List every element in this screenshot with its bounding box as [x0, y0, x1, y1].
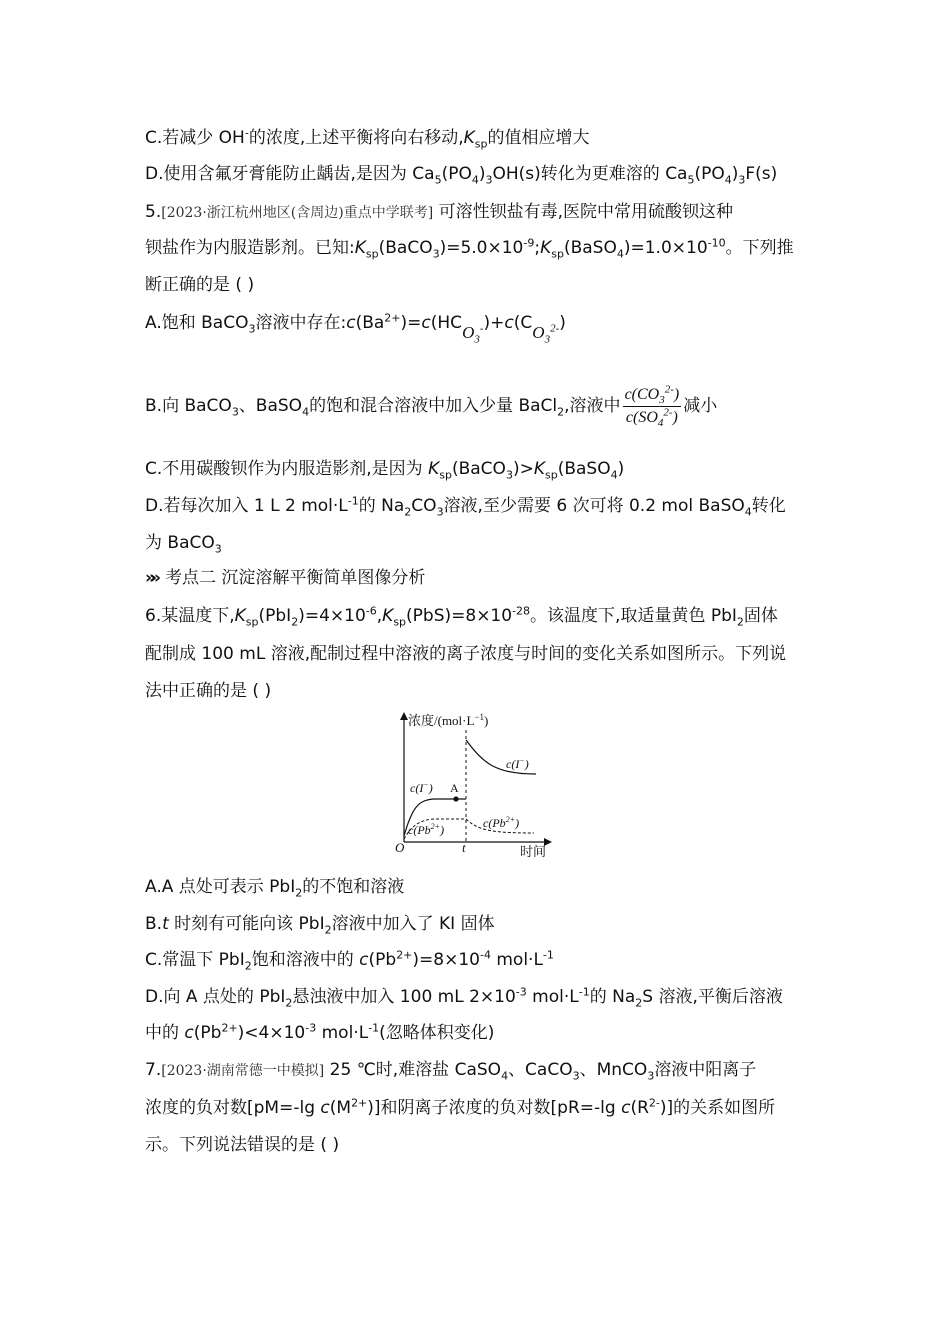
t-label: t: [462, 840, 466, 855]
q7-stem-line2: 浓度的负对数[pM=-lg $c(M^{2+})$]和阴离子浓度的负对数[pR=-lg $c(R^{2-})$]的关系如图所: [145, 1096, 776, 1118]
origin-label: O: [395, 840, 405, 855]
q4-option-c: C.若减少 OH-的浓度,上述平衡将向右移动$,K_{sp}$的值相应增大: [145, 126, 590, 151]
q5-stem-line2: 钡盐作为内服造影剂。已知$:K_{sp}(BaCO_3)=5.0\times 10^{-9};K_{sp}(BaSO_4)=1.0\times 10^{-10}$。下列推: [145, 236, 794, 261]
q5-stem-line3: 断正确的是 ( ): [145, 275, 255, 295]
concentration-time-figure: [394, 710, 554, 860]
concentration-ratio-fraction: $\frac{c(CO_3^{2-})}{c(SO_4^{2-})}$: [624, 383, 680, 429]
q5-option-c: C.不用碳酸钡作为内服造影剂,是因为 $K_{sp}(BaCO_3)>K_{sp}(BaSO_4)$: [145, 459, 625, 482]
point-a-label: A: [450, 781, 459, 795]
point-a: [453, 796, 458, 801]
double-chevron-icon: »»: [145, 568, 155, 588]
q6-stem-line3: 法中正确的是 ( ): [145, 681, 272, 701]
q5-option-d-line2: 为 BaCO$_3$: [145, 533, 222, 556]
q4-option-d: D.使用含氟牙膏能防止龋齿,是因为 $Ca_5(PO_4)_3OH(s)$转化为更难溶的 $Ca_5(PO_4)_3F(s)$: [145, 164, 778, 187]
q7-stem-line3: 示。下列说法错误的是 ( ): [145, 1135, 340, 1155]
iodide-label-left: c(I−): [410, 780, 433, 795]
y-axis-arrow: [400, 712, 408, 720]
q6-option-c: C.常温下 PbI$_2$饱和溶液中的 $c(Pb^{2+})=8\times 10^{-4}$ $mol\cdot L^{-1}$: [145, 948, 554, 973]
q6-stem-line2: 配制成 100 mL 溶液,配制过程中溶液的离子浓度与时间的变化关系如图所示。下列说: [145, 644, 787, 664]
q6-option-b: B.t 时刻有可能向该 PbI$_2$溶液中加入了 KI 固体: [145, 914, 495, 937]
q6-option-d-line1: D.向 A 点处的 PbI$_2$悬浊液中加入 100 mL $2\times 10^{-3}$ $mol\cdot L^{-1}$的 $Na_2S$ 溶液,平衡后溶液: [145, 985, 783, 1010]
lead-label-right: $c(Pb^{2+})$: [483, 815, 520, 830]
q6-option-d-line2: 中的 $c(Pb^{2+})<4\times 10^{-3}$ $mol\cdot L^{-1}$(忽略体积变化): [145, 1021, 495, 1043]
q6-option-a: A.A 点处可表示 PbI$_2$的不饱和溶液: [145, 877, 405, 900]
y-axis-label: 浓度$/(mol\cdot L^{-1})$: [408, 712, 489, 728]
q5-option-b: B.向 BaCO$_3$、BaSO$_4$的饱和混合溶液中加入少量 BaCl$_2$,溶液中 $\frac{c(CO_3^{2-})}{c(SO_4^{2-})}$ 减小: [145, 383, 718, 429]
lead-label-left: $c(Pb^{2+})$: [408, 822, 445, 837]
iodide-label-right: c(I−): [506, 756, 529, 771]
q5-option-d-line1: D.若每次加入 1 L 2 $mol\cdot L^{-1}$的 $Na_2CO_3$溶液,至少需要 6 次可将 0.2 mol BaSO$_4$转化: [145, 494, 786, 519]
q7-source: [2023·湖南常德一中模拟]: [161, 1063, 325, 1079]
q5-option-a: A.饱和 BaCO$_3$溶液中存在$:c(Ba^{2+})=c(HCO_3^-)+c(CO_3^{2-})$: [145, 311, 566, 346]
q6-stem-line1: 6.某温度下$,K_{sp}(PbI_2)=4\times 10^{-6},K_{sp}(PbS)=8\times 10^{-28}$。该温度下,取适量黄色 PbI$_2$固体: [145, 604, 778, 629]
section-heading: »» 考点二 沉淀溶解平衡简单图像分析: [145, 568, 426, 588]
x-axis-label: 时间: [520, 844, 547, 859]
q5-source: [2023·浙江杭州地区(含周边)重点中学联考]: [161, 205, 434, 221]
q5-stem-line1: 5.[2023·浙江杭州地区(含周边)重点中学联考] 可溶性钡盐有毒,医院中常用硫酸钡这种: [145, 202, 733, 222]
q7-stem-line1: 7.[2023·湖南常德一中模拟] 25 ℃时,难溶盐 CaSO$_4$、CaCO$_3$、MnCO$_3$溶液中阳离子: [145, 1060, 757, 1083]
